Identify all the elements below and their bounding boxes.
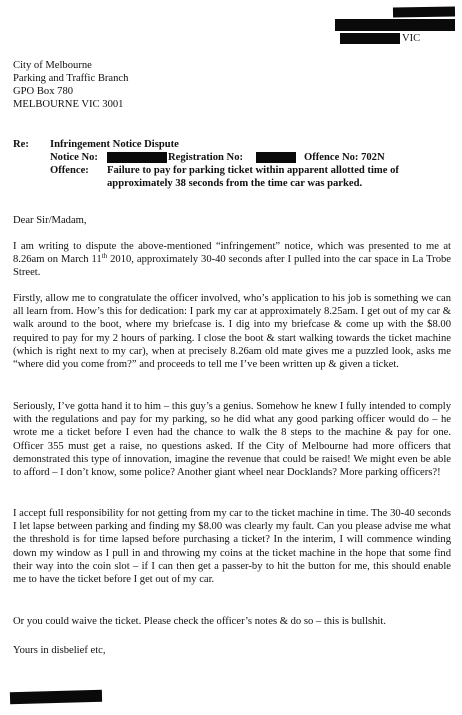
date-ordinal: th xyxy=(101,252,108,261)
paragraph-2-text: Firstly, allow me to congratulate the officer involved, who’s application to his job is something we can all learn from. How’s this for dedication: I park my car at approximately 8.25am. I get out of my car & walk around to the boot, where my briefcase is. I dig into my briefcase & come up with the $8.00 required to pay for my 2 hours of parking. I close the boot & start walking towards the ticket machine (which is right next to my car), when at precisely 8.26am old mate gives me a puzzled look, asks me “where did you come from?” and proceeds to tell me I’ve been written up & given a ticket. xyxy=(13,293,451,371)
paragraph-5 xyxy=(13,615,451,628)
paragraph-4-text: I accept full responsibility for not getting from my car to the ticket machine in time. The 30-40 seconds I let lapse between parking and finding my $8.00 was clearly my fault. Can you please advise me what the threshold is for time lapsed before purchasing a ticket? In the interim, I will commence winding down my window as I pull in and throwing my coins at the ticket machine in the hope that some find their way into the coin slot – if I can then get a passer-by to hit the button for me, this should enable me to have the ticket before I get out of my car. xyxy=(13,508,451,586)
paragraph-1-text-cont: 2010, approximately 30-40 seconds after I pulled into the car space in La Trobe Street. xyxy=(13,254,451,279)
paragraph-4 xyxy=(13,507,451,586)
paragraph-3 xyxy=(13,400,451,479)
recipient-line: City of Melbourne xyxy=(13,60,92,71)
redacted-registration xyxy=(256,152,296,163)
paragraph-3-text: Seriously, I’ve gotta hand it to him – this guy’s a genius. Somehow he knew I fully intended to comply with the regulations and pay for my parking, so he did what any good parking officer would do – he wrote me a ticket before I even had the chance to walk the 8 steps to the machine & pay for one. Officer 355 must get a raise, no questions asked. If the City of Melbourne had more officers that demonstrated this type of innovation, imagine the revenue that could be raised! We might even be able to afford – I don’t know, some police? Another giant wheel near Docklands? More parking officers?! xyxy=(13,401,451,479)
paragraph-5-text: Or you could waive the ticket. Please check the officer’s notes & do so – this is bullshit. xyxy=(13,616,386,627)
offence-text: approximately 38 seconds from the time car was parked. xyxy=(107,178,363,189)
sender-state: VIC xyxy=(402,33,421,44)
redacted-signature xyxy=(10,690,102,704)
subject-title: Infringement Notice Dispute xyxy=(50,139,179,150)
paragraph-1 xyxy=(13,240,451,280)
paragraph-2 xyxy=(13,292,451,371)
re-label: Re: xyxy=(13,139,29,150)
recipient-line: MELBOURNE VIC 3001 xyxy=(13,99,124,110)
paragraph-1-text: I am writing to dispute the above-mentioned “infringement” notice, which was presented to me at 8.26am on March 11 xyxy=(13,241,451,266)
offence-heading: Offence: xyxy=(50,165,89,176)
offence-text: Failure to pay for parking ticket within apparent allotted time of xyxy=(107,165,399,176)
redacted-sender-suburb xyxy=(340,33,400,44)
notice-label: Notice No: xyxy=(50,152,98,163)
recipient-line: GPO Box 780 xyxy=(13,86,74,97)
closing: Yours in disbelief etc, xyxy=(13,645,106,656)
registration-label: Registration No: xyxy=(168,152,244,163)
recipient-line: Parking and Traffic Branch xyxy=(13,73,129,84)
redacted-sender-address xyxy=(335,19,455,31)
redacted-sender-name xyxy=(393,6,455,17)
salutation: Dear Sir/Madam, xyxy=(13,215,87,226)
offence-number: Offence No: 702N xyxy=(304,152,385,163)
redacted-notice-number xyxy=(107,152,167,163)
